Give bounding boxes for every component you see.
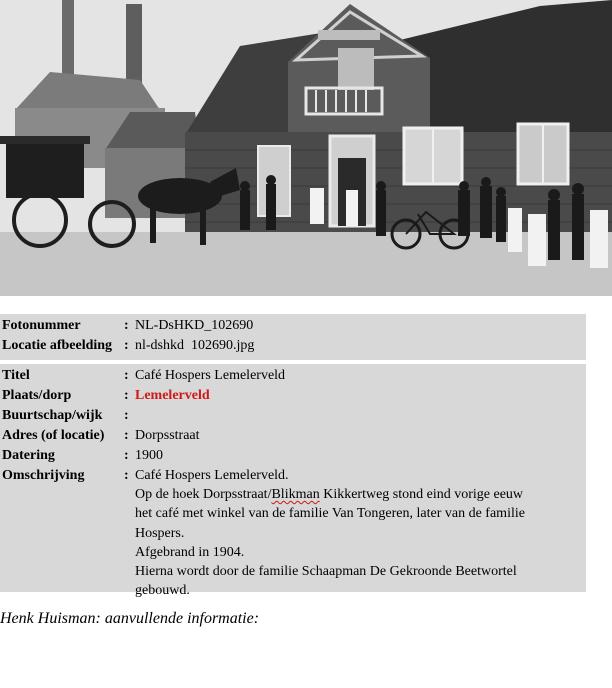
omschrijving-colon: :: [124, 468, 129, 483]
omschrijving-line: [135, 485, 585, 504]
omschrijving-fragment: Op de hoek Dorpsstraat/: [135, 487, 272, 503]
record-block-details: [0, 364, 586, 599]
locatie-value: nl-dshkd 102690.jpg: [135, 338, 255, 353]
locatie-label: Locatie afbeelding: [2, 338, 113, 353]
omschrijving-label: Omschrijving: [2, 468, 85, 483]
buurtschap-colon: :: [124, 408, 129, 423]
plaats-value: Lemelerveld: [135, 388, 210, 403]
titel-colon: :: [124, 368, 129, 383]
locatie-colon: :: [124, 338, 129, 353]
adres-colon: :: [124, 428, 129, 443]
omschrijving-fragment: Kikkertweg stond eind vorige eeuw: [319, 487, 524, 503]
spellcheck-marked-word: Blikman: [271, 487, 320, 503]
cafe-photo-illustration: [0, 0, 612, 296]
omschrijving-line: Hierna wordt door de familie Schaapman De Gekroonde Beetwortel: [135, 564, 517, 580]
record-block-identifiers: [0, 314, 586, 360]
fotonummer-label: Fotonummer: [2, 318, 81, 333]
plaats-label: Plaats/dorp: [2, 388, 72, 403]
fotonummer-colon: :: [124, 318, 129, 333]
buurtschap-label: Buurtschap/wijk: [2, 408, 103, 423]
omschrijving-line: Afgebrand in 1904.: [135, 544, 245, 560]
omschrijving-line: Café Hospers Lemelerveld.: [135, 468, 289, 483]
datering-value: 1900: [135, 448, 163, 463]
omschrijving-line: gebouwd.: [135, 583, 190, 599]
omschrijving-line: het café met winkel van de familie Van Tongeren, later van de familie: [135, 506, 525, 522]
adres-label: Adres (of locatie): [2, 428, 105, 443]
titel-value: Café Hospers Lemelerveld: [135, 368, 286, 383]
additional-info-heading: Henk Huisman: aanvullende informatie:: [0, 610, 260, 627]
historic-photo: [0, 0, 612, 296]
omschrijving-line: Hospers.: [135, 525, 185, 541]
adres-value: Dorpsstraat: [135, 428, 200, 443]
plaats-colon: :: [124, 388, 129, 403]
datering-colon: :: [124, 448, 129, 463]
datering-label: Datering: [2, 448, 55, 463]
titel-label: Titel: [2, 368, 30, 383]
omschrijving-text: [135, 466, 585, 600]
fotonummer-value: NL-DsHKD_102690: [135, 318, 254, 333]
